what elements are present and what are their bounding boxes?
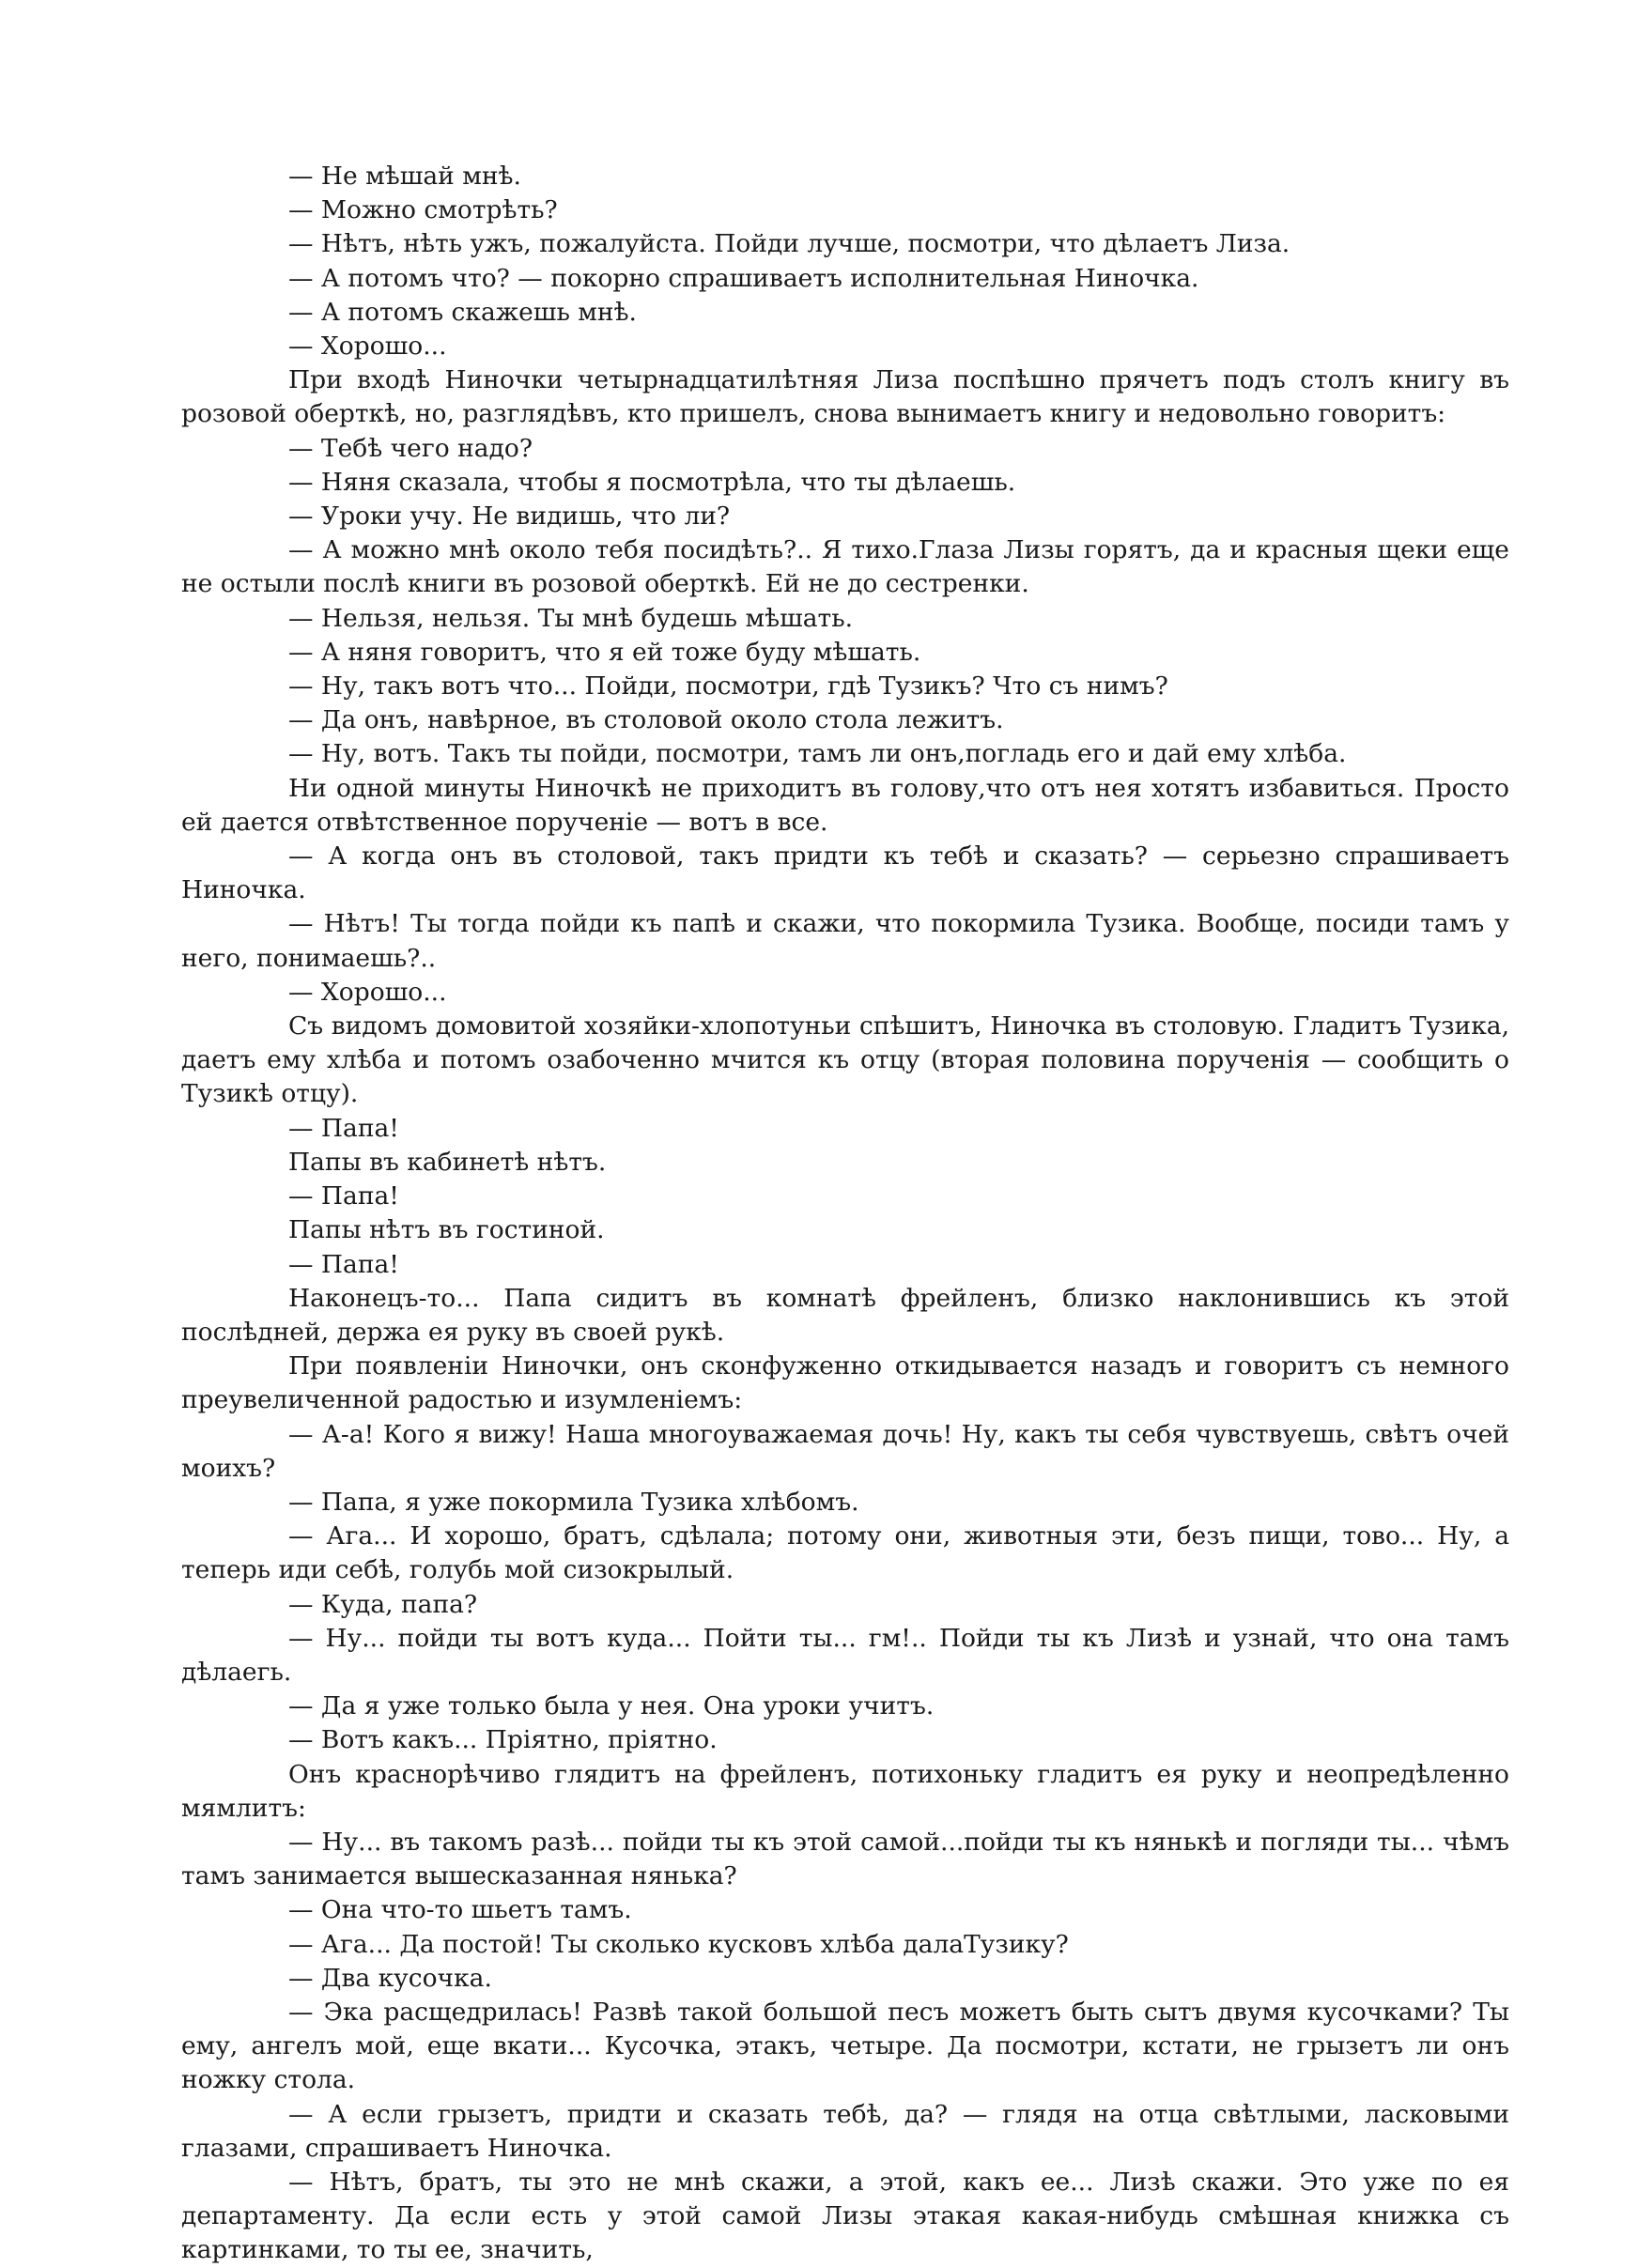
paragraph: — Она что-то шьетъ тамъ. (288, 1895, 632, 1925)
paragraph: При появленіи Ниночки, онъ сконфуженно откидывается назадъ и говоритъ съ немного преувеличенной радостью и изумленіемъ: (181, 1351, 1509, 1415)
paragraph: — А если грызетъ, придти и сказать тебѣ, да? — глядя на отца свѣтлыми, ласковыми глазами, спрашиваетъ Ниночка. (181, 2099, 1509, 2163)
paragraph: — Нѣтъ! Ты тогда пойди къ папѣ и скажи, что покормила Тузика. Вообще, посиди тамъ у него, понимаешь?.. (181, 909, 1509, 973)
paragraph: — Хорошо... (288, 332, 447, 362)
paragraph: — Нѣтъ, братъ, ты это не мнѣ скажи, а этой, какъ ее... Лизѣ скажи. Это уже по ея департаменту. Да если есть у этой самой Лизы этакая какая-нибудь смѣшная книжка съ картинками, то ты ее, значить, (181, 2167, 1509, 2265)
paragraph: — Хорошо... (288, 977, 447, 1007)
paragraph: — Ну... въ такомъ разѣ... пойди ты къ этой самой...пойди ты къ нянькѣ и погляди ты... чѣмъ тамъ занимается вышесказанная нянька? (181, 1827, 1509, 1891)
paragraph: — Няня сказала, чтобы я посмотрѣла, что ты дѣлаешь. (288, 467, 1016, 497)
paragraph: — А можно мнѣ около тебя посидѣть?.. Я тихо.Глаза Лизы горятъ, да и красныя щеки еще не остыли послѣ книги въ розовой оберткѣ. Ей не до сестренки. (181, 535, 1509, 599)
paragraph: — А потомъ скажешь мнѣ. (288, 297, 637, 327)
paragraph: Папы нѣтъ въ гостиной. (288, 1215, 605, 1245)
paragraph: — Папа! (288, 1181, 399, 1211)
paragraph: — Два кусочка. (288, 1963, 492, 1993)
paragraph: — Папа, я уже покормила Тузика хлѣбомъ. (288, 1487, 859, 1517)
paragraph: — А-а! Кого я вижу! Наша многоуважаемая дочь! Ну, какъ ты себя чувствуешь, свѣтъ очей моихъ? (181, 1419, 1509, 1483)
paragraph: — Вотъ какъ... Пріятно, пріятно. (288, 1725, 718, 1755)
paragraph: Наконецъ-то... Папа сидитъ въ комнатѣ фрейленъ, близко наклонившись къ этой послѣдней, держа ея руку въ своей рукѣ. (181, 1283, 1509, 1347)
paragraph: — Не мѣшай мнѣ. (288, 162, 521, 191)
paragraph: — Ну... пойди ты вотъ куда... Пойти ты... гм!.. Пойди ты къ Лизѣ и узнай, что она тамъ дѣлаегь. (181, 1623, 1509, 1687)
paragraph: — Да я уже только была у нея. Она уроки учитъ. (288, 1691, 935, 1721)
paragraph: Папы въ кабинетѣ нѣтъ. (288, 1147, 607, 1177)
paragraph: Онъ краснорѣчиво глядитъ на фрейленъ, потихоньку гладитъ ея руку и неопредѣленно мямлитъ: (181, 1759, 1509, 1823)
paragraph: — Тебѣ чего надо? (288, 433, 533, 463)
paragraph: — Куда, папа? (288, 1589, 478, 1619)
paragraph: — Ага... Да постой! Ты сколько кусковъ хлѣба далаТузику? (288, 1929, 1069, 1959)
paragraph: — Ну, вотъ. Такъ ты пойди, посмотри, тамъ ли онъ,погладь его и дай ему хлѣба. (288, 739, 1347, 769)
paragraph: — Папа! (288, 1113, 399, 1143)
paragraph: — А няня говоритъ, что я ей тоже буду мѣшать. (288, 637, 921, 667)
paragraph: — Нѣтъ, нѣть ужъ, пожалуйста. Пойди лучше, посмотри, что дѣлаетъ Лиза. (288, 229, 1290, 259)
paragraph: — А потомъ что? — покорно спрашиваетъ исполнительная Ниночка. (288, 263, 1199, 293)
paragraph: При входѣ Ниночки четырнадцатилѣтняя Лиза поспѣшно прячетъ подъ столъ книгу въ розовой оберткѣ, но, разглядѣвъ, кто пришелъ, снова вынимаетъ книгу и недовольно говоритъ: (181, 365, 1509, 429)
paragraph: — Ну, такъ вотъ что... Пойди, посмотри, гдѣ Тузикъ? Что съ нимъ? (288, 671, 1168, 702)
paragraph: — Уроки учу. Не видишь, что ли? (288, 501, 731, 532)
paragraph: — Нельзя, нельзя. Ты мнѣ будешь мѣшать. (288, 603, 854, 633)
paragraph: — А когда онъ въ столовой, такъ придти къ тебѣ и сказать? — серьезно спрашиваетъ Ниночка. (181, 841, 1509, 905)
paragraph: Съ видомъ домовитой хозяйки-хлопотуньи спѣшитъ, Ниночка въ столовую. Гладитъ Тузика, даетъ ему хлѣба и потомъ озабоченно мчится къ отцу (вторая половина порученія — сообщить о Тузикѣ отцу). (181, 1011, 1509, 1109)
paragraph: — Ага... И хорошо, братъ, сдѣлала; потому они, животныя эти, безъ пищи, тово... Ну, а теперь иди себѣ, голубь мой сизокрылый. (181, 1521, 1509, 1585)
paragraph: Ни одной минуты Ниночкѣ не приходитъ въ голову,что отъ нея хотятъ избавиться. Просто ей дается отвѣтственное порученіе — вотъ в все. (181, 773, 1509, 837)
paragraph: — Папа! (288, 1249, 399, 1279)
paragraph: — Эка расщедрилась! Развѣ такой большой песъ можетъ быть сытъ двумя кусочками? Ты ему, ангелъ мой, еще вкати... Кусочка, этакъ, четыре. Да посмотри, кстати, не грызетъ ли онъ ножку стола. (181, 1997, 1509, 2095)
paragraph: — Можно смотрѣть? (288, 195, 558, 225)
document-page (181, 160, 1509, 2268)
paragraph: — Да онъ, навѣрное, въ столовой около стола лежитъ. (288, 705, 1004, 735)
